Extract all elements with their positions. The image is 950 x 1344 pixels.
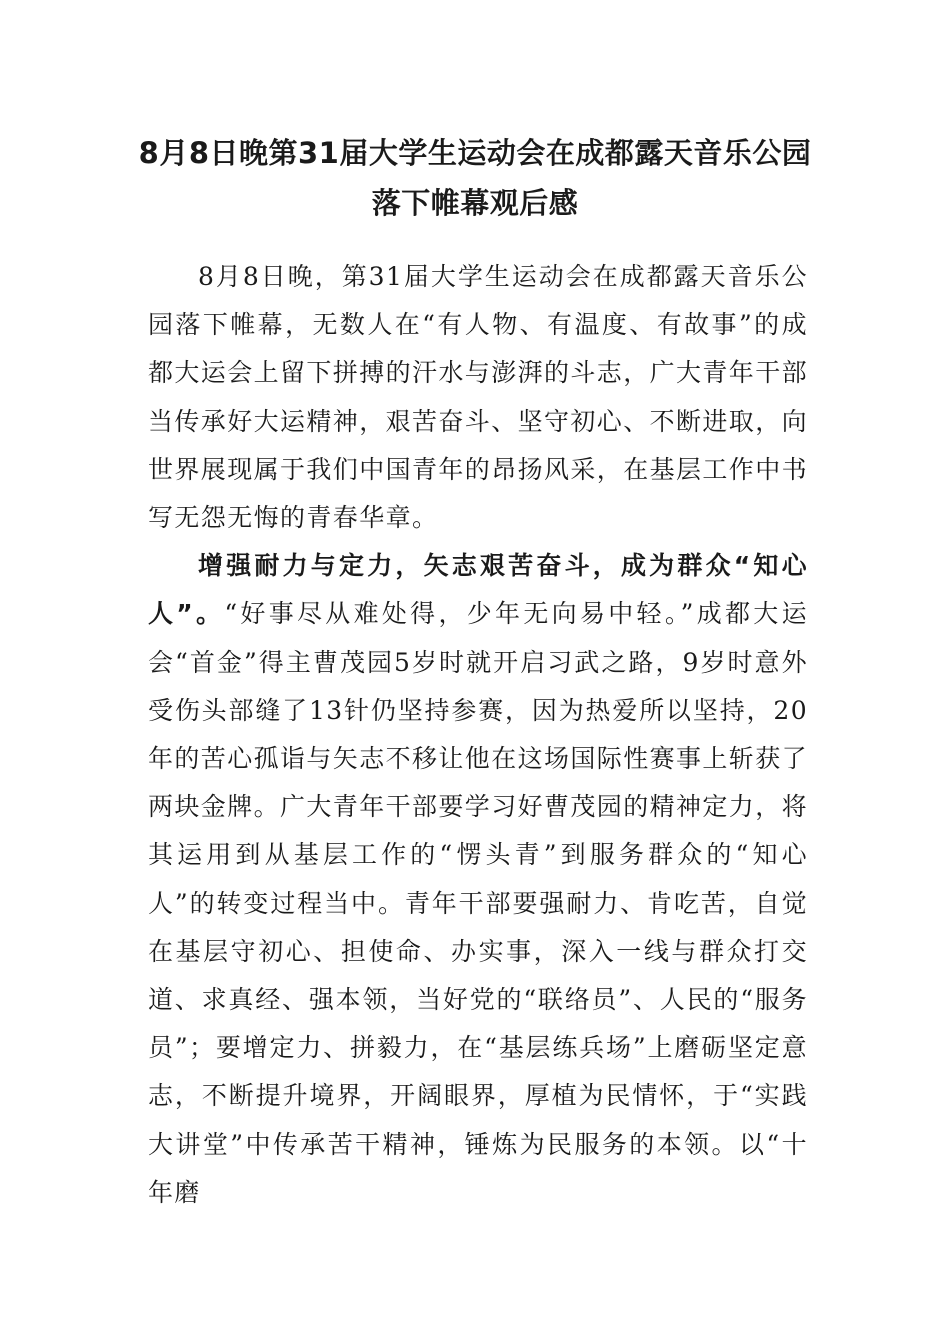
document-body [148,253,808,1217]
title-line-1: 8月8日晚第31届大学生运动会在成都露天音乐公园 [138,136,812,170]
document-title [120,128,830,228]
paragraph-text: “好事尽从难处得，少年无向易中轻。”成都大运会“首金”得主曹茂园5岁时就开启习武之路，9岁时意外受伤头部缝了13针仍坚持参赛，因为热爱所以坚持，20年的苦心孤诣与矢志不移让他在这场国际性赛事上斩获了两块金牌。广大青年干部要学习好曹茂园的精神定力，将其运用到从基层工作的“愣头青”到服务群众的“知心人”的转变过程当中。青年干部要强耐力、肯吃苦，自觉在基层守初心、担使命、办实事，深入一线与群众打交道、求真经、强本领，当好党的“联络员”、人民的“服务员”；要增定力、拼毅力，在“基层练兵场”上磨砺坚定意志，不断提升境界，开阔眼界，厚植为民情怀，于“实践大讲堂”中传承苦干精神，锤炼为民服务的本领。以“十年磨 [148,599,809,1207]
paragraph-intro [148,253,808,542]
paragraph-text: 8月8日晚，第31届大学生运动会在成都露天音乐公园落下帷幕，无数人在“有人物、有温度、有故事”的成都大运会上留下拼搏的汗水与澎湃的斗志，广大青年干部当传承好大运精神，艰苦奋斗、坚守初心、不断进取，向世界展现属于我们中国青年的昂扬风采，在基层工作中书写无怨无悔的青春华章。 [148,262,809,533]
title-line-2: 落下帷幕观后感 [371,186,579,220]
paragraph-section-1 [148,542,808,1217]
paragraph-lead: 增强耐力与定力，矢志艰苦奋斗，成为群众“知心人”。 [148,551,808,629]
